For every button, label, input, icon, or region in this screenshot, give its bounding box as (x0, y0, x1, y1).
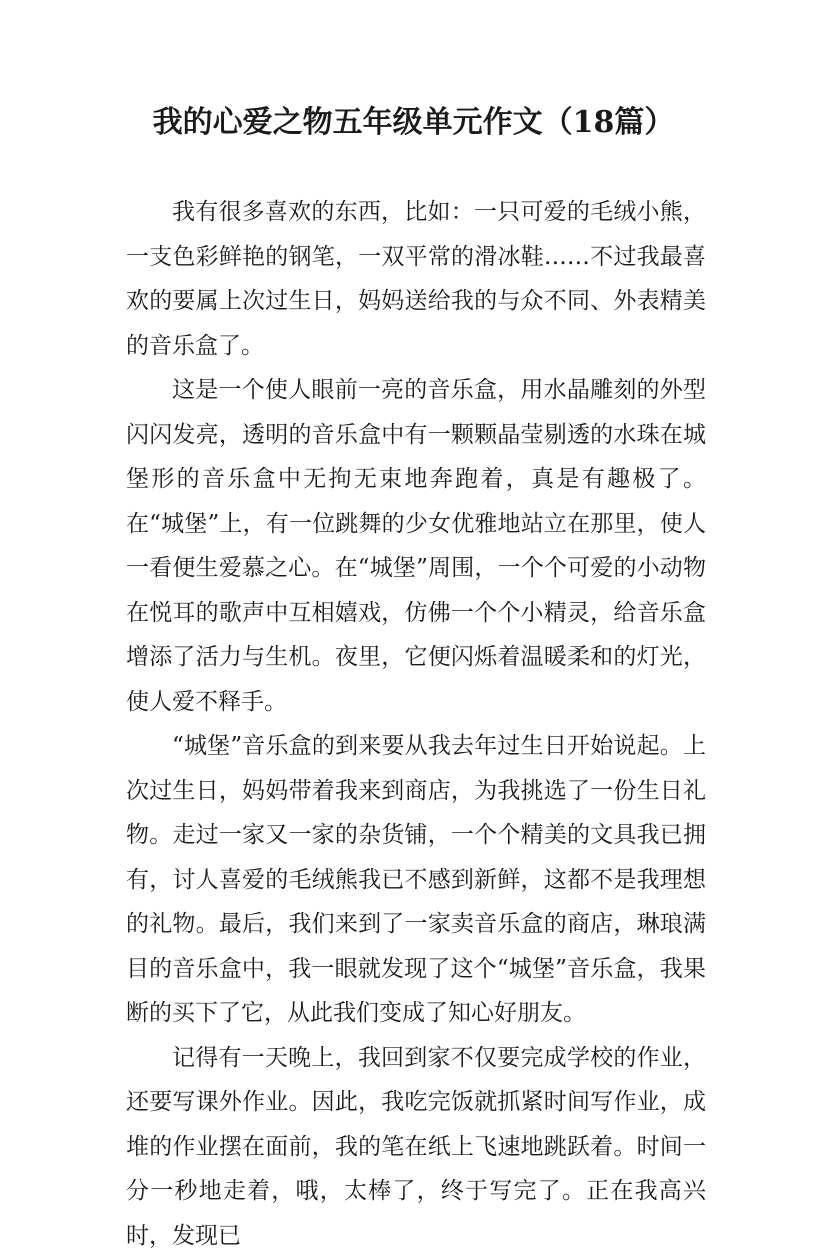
paragraph-3: “城堡”音乐盒的到来要从我去年过生日开始说起。上次过生日，妈妈带着我来到商店，为我挑选了一份生日礼物。走过一家又一家的杂货铺，一个个精美的文具我已拥有，讨人喜爱的毛绒熊我已不感到新鲜，这都不是我理想的礼物。最后，我们来到了一家卖音乐盒的商店，琳琅满目的音乐盒中，我一眼就发现了这个“城堡”音乐盒，我果断的买下了它，从此我们变成了知心好朋友。 (126, 724, 706, 1036)
paragraph-1: 我有很多喜欢的东西，比如：一只可爱的毛绒小熊，一支色彩鲜艳的钢笔，一双平常的滑冰鞋……不过我最喜欢的要属上次过生日，妈妈送给我的与众不同、外表精美的音乐盒了。 (126, 190, 706, 368)
document-body (126, 190, 706, 1258)
document-title: 我的心爱之物五年级单元作文（18篇） (0, 101, 827, 145)
paragraph-4: 记得有一天晚上，我回到家不仅要完成学校的作业，还要写课外作业。因此，我吃完饭就抓紧时间写作业，成堆的作业摆在面前，我的笔在纸上飞速地跳跃着。时间一分一秒地走着，哦，太棒了，终于写完了。正在我高兴时，发现已 (126, 1036, 706, 1258)
paragraph-2: 这是一个使人眼前一亮的音乐盒，用水晶雕刻的外型闪闪发亮，透明的音乐盒中有一颗颗晶莹剔透的水珠在城堡形的音乐盒中无拘无束地奔跑着，真是有趣极了。在“城堡”上，有一位跳舞的少女优雅地站立在那里，使人一看便生爱慕之心。在“城堡”周围，一个个可爱的小动物在悦耳的歌声中互相嬉戏，仿佛一个个小精灵，给音乐盒增添了活力与生机。夜里，它便闪烁着温暖柔和的灯光，使人爱不释手。 (126, 368, 706, 724)
